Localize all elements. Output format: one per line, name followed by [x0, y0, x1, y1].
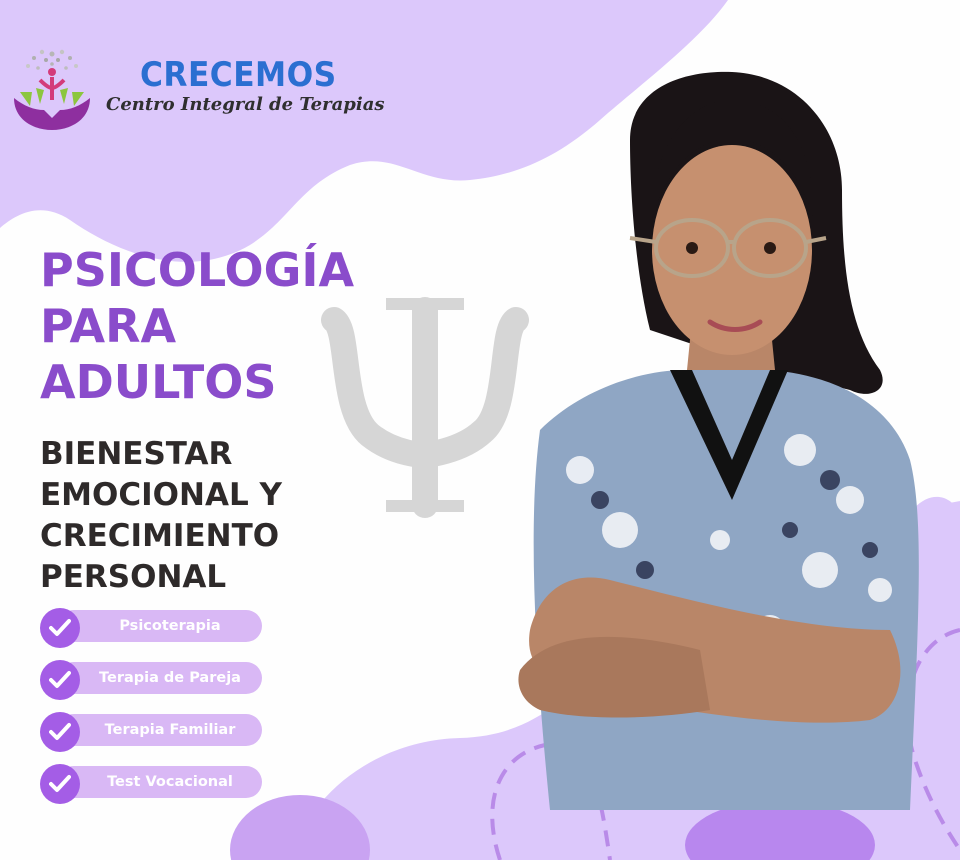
- check-icon: [40, 764, 80, 804]
- brand-subtitle: Centro Integral de Terapias: [106, 94, 385, 115]
- subheadline-line: EMOCIONAL Y: [40, 477, 282, 513]
- headline-line: ADULTOS: [40, 355, 277, 409]
- service-item: [40, 660, 262, 700]
- subheadline-line: CRECIMIENTO: [40, 518, 280, 554]
- service-label: Terapia de Pareja: [99, 670, 241, 686]
- service-label: Psicoterapia: [119, 618, 221, 634]
- subheadline-line: BIENESTAR: [40, 436, 233, 472]
- service-label: Terapia Familiar: [104, 722, 236, 738]
- check-icon: [40, 608, 80, 648]
- hands-tree-logo-icon: [10, 40, 94, 132]
- headline-line: PSICOLOGÍA: [40, 243, 355, 297]
- service-label: Test Vocacional: [107, 774, 233, 790]
- subheadline: [40, 434, 282, 598]
- check-icon: [40, 660, 80, 700]
- service-item: [40, 608, 262, 648]
- service-item: [40, 712, 262, 752]
- brand-name: CRECEMOS: [140, 55, 337, 95]
- headline-line: PARA: [40, 299, 177, 353]
- subheadline-line: PERSONAL: [40, 559, 227, 595]
- therapist-photo: [470, 70, 930, 810]
- service-item: [40, 764, 262, 804]
- check-icon: [40, 712, 80, 752]
- services-list: [40, 608, 262, 816]
